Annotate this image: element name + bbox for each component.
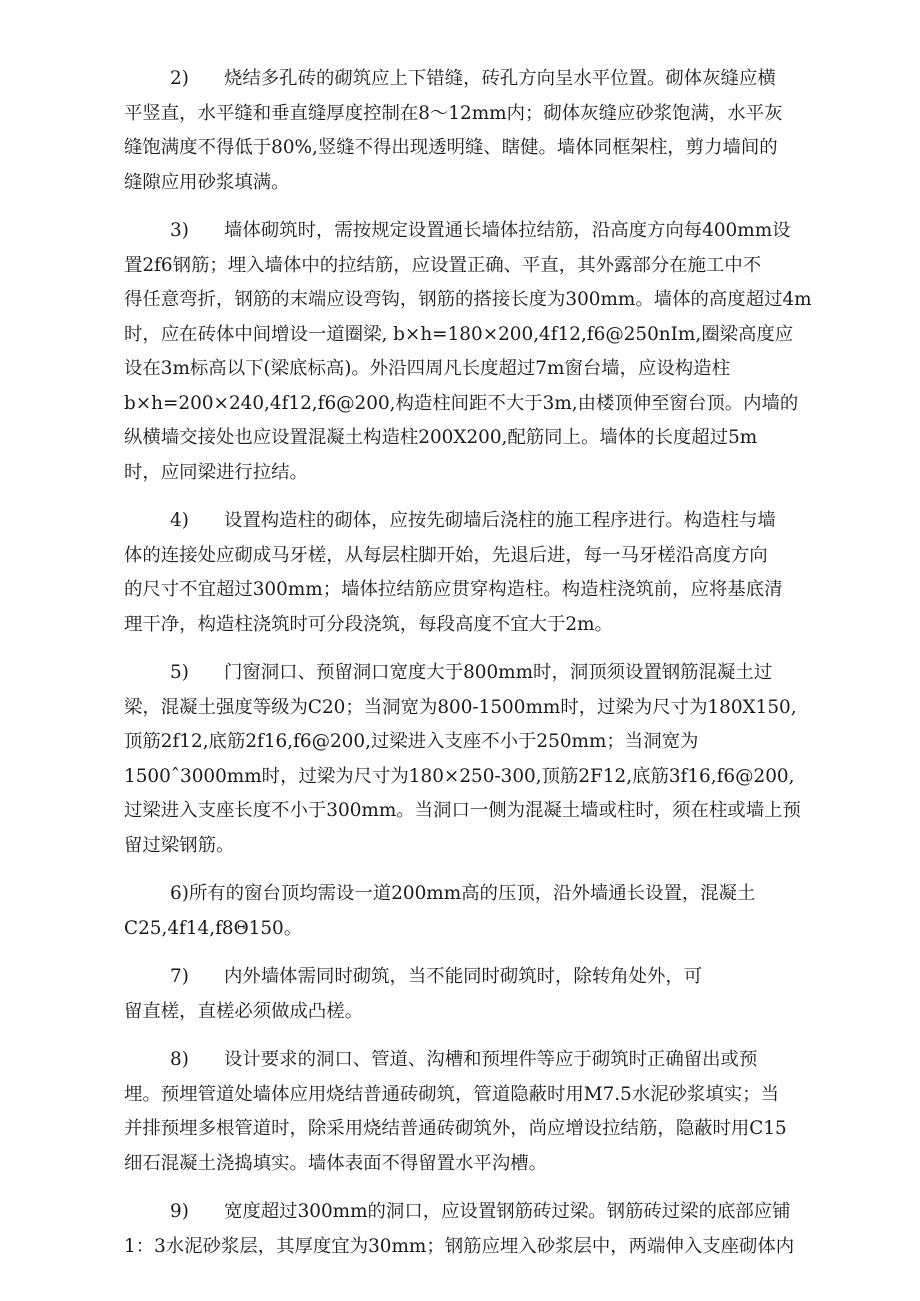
paragraph-number: 5) bbox=[170, 662, 189, 683]
paragraph-line bbox=[124, 691, 850, 726]
paragraph-line bbox=[124, 539, 850, 574]
paragraph-line bbox=[124, 573, 850, 608]
paragraph-text: 设置构造柱的砌体，应按先砌墙后浇柱的施工程序进行。构造柱与墙 bbox=[224, 510, 776, 531]
paragraph-text: 烧结多孔砖的砌筑应上下错缝，砖孔方向呈水平位置。砌体灰缝应横 bbox=[224, 68, 776, 89]
paragraph-line bbox=[124, 760, 850, 795]
paragraph-text: 时，应在砖体中间增设一道圈梁, b×h=180×200,4f12,f6@250nIm,圈梁高度应 bbox=[124, 323, 794, 345]
paragraph-text: 梁，混凝土强度等级为C20；当洞宽为800-1500mm时，过梁为尺寸为180X150, bbox=[124, 696, 797, 718]
paragraph-9 bbox=[124, 1195, 850, 1264]
paragraph-line bbox=[124, 421, 850, 456]
paragraph-text: 设计要求的洞口、管道、沟槽和预埋件等应于砌筑时正确留出或预 bbox=[224, 1049, 758, 1070]
paragraph-text: C25,4f14,f8Θ150。 bbox=[124, 917, 303, 939]
paragraph-line bbox=[124, 877, 850, 912]
paragraph-7 bbox=[124, 960, 850, 1029]
paragraph-line bbox=[124, 829, 850, 864]
paragraph-line bbox=[124, 1195, 850, 1230]
paragraph-text: 体的连接处应砌成马牙槎，从每层柱脚开始，先退后进，每一马牙槎沿高度方向 bbox=[124, 544, 768, 566]
paragraph-text: 顶筋2f12,底筋2f16,f6@200,过梁进入支座不小于250mm；当洞宽为 bbox=[124, 731, 699, 752]
paragraph-text: 墙体砌筑时，需按规定设置通长墙体拉结筋，沿高度方向每400mm设 bbox=[224, 220, 791, 241]
paragraph-text: b×h=200×240,4f12,f6@200,构造柱间距不大于3m,由楼顶伸至窗台顶。内墙的 bbox=[124, 392, 799, 414]
paragraph-line bbox=[124, 249, 850, 284]
paragraph-line bbox=[124, 166, 850, 201]
paragraph-line bbox=[124, 608, 850, 643]
paragraph-line bbox=[124, 656, 850, 691]
paragraph-3 bbox=[124, 214, 850, 490]
paragraph-text: 1：3水泥砂浆层，其厚度宜为30mm；钢筋应埋入砂浆层中，两端伸入支座砌体内 bbox=[124, 1235, 795, 1257]
paragraph-number: 3) bbox=[170, 220, 189, 241]
paragraph-8 bbox=[124, 1043, 850, 1181]
paragraph-text: 理干净，构造柱浇筑时可分段浇筑，每段高度不宜大于2m。 bbox=[124, 613, 613, 635]
paragraph-text: 并排预埋多根管道时，除采用烧结普通砖砌筑外，尚应增设拉结筋，隐蔽时用C15 bbox=[124, 1118, 787, 1139]
paragraph-line bbox=[124, 995, 850, 1030]
paragraph-line bbox=[124, 62, 850, 97]
paragraph-text: 置2f6钢筋；埋入墙体中的拉结筋，应设置正确、平直，其外露部分在施工中不 bbox=[124, 254, 762, 276]
paragraph-line bbox=[124, 725, 850, 760]
paragraph-text: 得任意弯折，钢筋的末端应设弯钩，钢筋的搭接长度为300mm。墙体的高度超过4m bbox=[124, 289, 812, 310]
paragraph-text: 留直槎，直槎必须做成凸槎。 bbox=[124, 1000, 364, 1022]
paragraph-number: 7) bbox=[170, 966, 189, 987]
paragraph-line bbox=[124, 97, 850, 132]
paragraph-text: 设在3m标高以下(梁底标高)。外沿四周凡长度超过7m窗台墙，应设构造柱 bbox=[124, 358, 730, 379]
paragraph-text: 1500ˆ3000mm时，过梁为尺寸为180×250-300,顶筋2F12,底筋3f16,f6@200, bbox=[124, 765, 795, 787]
paragraph-line bbox=[124, 131, 850, 166]
paragraph-line bbox=[124, 1147, 850, 1182]
paragraph-line bbox=[124, 1112, 850, 1147]
paragraph-text: 缝饱满度不得低于80%,竖缝不得出现透明缝、瞎健。墙体同框架柱，剪力墙间的 bbox=[124, 137, 778, 158]
paragraph-text: 所有的窗台顶均需设一道200mm高的压顶，沿外墙通长设置，混凝土 bbox=[188, 883, 756, 904]
paragraph-text: 缝隙应用砂浆填满。 bbox=[124, 171, 290, 193]
paragraph-text: 宽度超过300mm的洞口，应设置钢筋砖过梁。钢筋砖过梁的底部应铺 bbox=[224, 1201, 791, 1222]
paragraph-line bbox=[124, 214, 850, 249]
paragraph-2 bbox=[124, 62, 850, 200]
paragraph-line bbox=[124, 1078, 850, 1113]
paragraph-6 bbox=[124, 877, 850, 946]
paragraph-text: 埋。预埋管道处墙体应用烧结普通砖砌筑，管道隐蔽时用M7.5水泥砂浆填实；当 bbox=[124, 1083, 779, 1105]
paragraph-5 bbox=[124, 656, 850, 863]
paragraph-text: 时，应同梁进行拉结。 bbox=[124, 461, 308, 483]
paragraph-text: 门窗洞口、预留洞口宽度大于800mm时，洞顶须设置钢筋混凝土过 bbox=[224, 662, 773, 683]
paragraph-text: 的尺寸不宜超过300mm；墙体拉结筋应贯穿构造柱。构造柱浇筑前，应将基底清 bbox=[124, 579, 783, 600]
paragraph-text: 留过梁钢筋。 bbox=[124, 834, 235, 856]
paragraph-text: 过梁进入支座长度不小于300mm。当洞口一侧为混凝土墙或柱时，须在柱或墙上预 bbox=[124, 800, 801, 821]
paragraph-line bbox=[124, 1043, 850, 1078]
document-body bbox=[124, 62, 850, 1264]
paragraph-text: 平竖直，水平缝和垂直缝厚度控制在8～12mm内；砌体灰缝应砂浆饱满，水平灰 bbox=[124, 102, 783, 124]
paragraph-text: 内外墙体需同时砌筑，当不能同时砌筑时，除转角处外，可 bbox=[224, 966, 703, 987]
paragraph-line bbox=[124, 794, 850, 829]
paragraph-number: 9) bbox=[170, 1201, 189, 1222]
paragraph-line bbox=[124, 456, 850, 491]
paragraph-line bbox=[124, 912, 850, 947]
paragraph-number: 6) bbox=[170, 883, 189, 904]
paragraph-number: 2) bbox=[170, 68, 189, 89]
paragraph-line bbox=[124, 318, 850, 353]
paragraph-line bbox=[124, 387, 850, 422]
paragraph-line bbox=[124, 283, 850, 318]
paragraph-line bbox=[124, 1230, 850, 1265]
paragraph-line bbox=[124, 504, 850, 539]
paragraph-number: 4) bbox=[170, 510, 189, 531]
paragraph-4 bbox=[124, 504, 850, 642]
paragraph-line bbox=[124, 352, 850, 387]
paragraph-line bbox=[124, 960, 850, 995]
paragraph-text: 纵横墙交接处也应设置混凝土构造柱200X200,配筋同上。墙体的长度超过5m bbox=[124, 427, 758, 448]
paragraph-text: 细石混凝土浇捣填实。墙体表面不得留置水平沟槽。 bbox=[124, 1152, 547, 1174]
paragraph-number: 8) bbox=[170, 1049, 189, 1070]
